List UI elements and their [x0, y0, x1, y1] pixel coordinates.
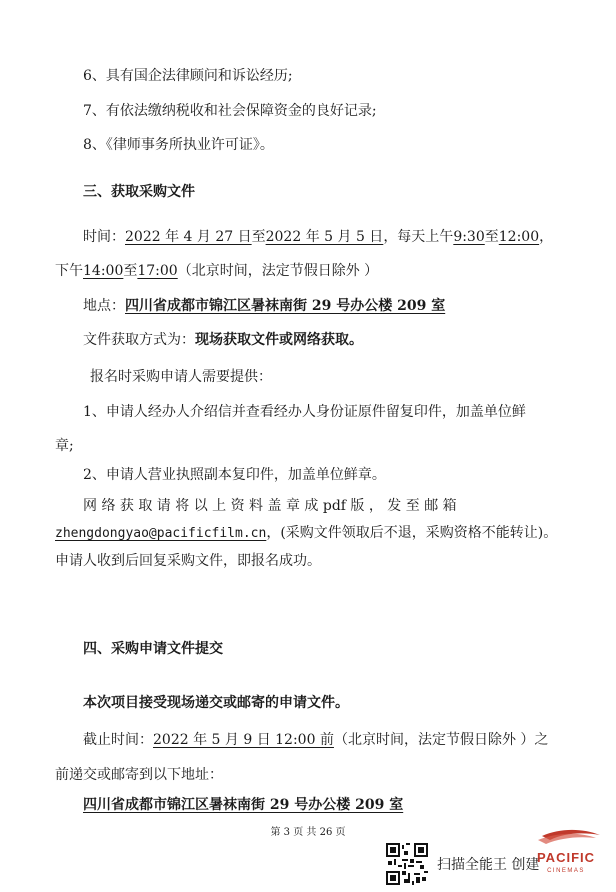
pm-end: 17:00 [137, 263, 178, 279]
deadline-value: 2022 年 5 月 9 日 12:00 前 [153, 732, 334, 748]
logo-subtitle: CINEMAS [547, 868, 585, 874]
comma: ， [539, 229, 554, 245]
email-link[interactable]: zhengdongyao@pacificfilm.cn [55, 526, 267, 541]
to-word: 至 [123, 263, 138, 279]
method-label: 文件获取方式为： [83, 332, 195, 348]
to-word: 至 [251, 229, 266, 245]
pacific-cinemas-logo [520, 826, 612, 884]
logo-brand: PACIFIC [536, 850, 596, 865]
network-line-3: 申请人收到后回复采购文件，即报名成功。 [55, 553, 321, 569]
requirements-intro: 报名时采购申请人需要提供： [90, 369, 272, 385]
qr-code-icon [386, 843, 428, 885]
am-end: 12:00 [498, 229, 540, 245]
address-line [83, 296, 445, 316]
network-line-2 [55, 523, 557, 544]
to-word: 至 [484, 229, 499, 245]
qualification-8: 8、《律师事务所执业许可证》。 [83, 137, 274, 153]
pm-start: 14:00 [83, 263, 124, 279]
section-heading-4: 四、采购申请文件提交 [83, 641, 223, 657]
qualification-6: 6、具有国企法律顾问和诉讼经历; [83, 68, 293, 84]
network-note: ，(采购文件领取后不退，采购资格不能转让)。 [266, 525, 558, 541]
address-label: 地点： [83, 298, 125, 314]
time-label: 时间： [83, 229, 125, 245]
deadline-label: 截止时间： [83, 732, 153, 748]
time-line-2 [55, 261, 378, 281]
network-line-1: 网 络 获 取 请 将 以 上 资 料 盖 章 成 pdf 版 ， 发 至 邮 箱 [83, 498, 457, 514]
requirement-1-cont: 章; [55, 438, 74, 454]
afternoon-label: 下午 [55, 263, 83, 279]
requirement-2: 2、申请人营业执照副本复印件，加盖单位鲜章。 [83, 467, 386, 483]
am-start: 9:30 [453, 229, 485, 245]
time-note: （北京时间，法定节假日除外 ） [177, 263, 379, 279]
deadline-line-2: 前递交或邮寄到以下地址： [55, 767, 223, 783]
method-value: 现场获取文件或网络获取。 [195, 332, 363, 348]
scanner-watermark: 扫描全能王 创建 [437, 857, 540, 873]
end-date: 2022 年 5 月 5 日 [265, 229, 384, 245]
section-heading-3: 三、获取采购文件 [83, 184, 195, 200]
qualification-7: 7、有依法缴纳税收和社会保障资金的良好记录; [83, 103, 377, 119]
deadline-note: （北京时间，法定节假日除外 ）之 [333, 732, 549, 748]
page-number: 第 3 页 共 26 页 [270, 827, 346, 838]
submission-line: 本次项目接受现场递交或邮寄的申请文件。 [83, 695, 349, 711]
time-line-1 [83, 227, 553, 247]
method-line [83, 330, 363, 350]
submission-address: 四川省成都市锦江区暑袜南街 29 号办公楼 209 室 [83, 797, 404, 813]
requirement-1: 1、申请人经办人介绍信并查看经办人身份证原件留复印件，加盖单位鲜 [83, 404, 526, 420]
start-date: 2022 年 4 月 27 日 [125, 229, 252, 245]
morning-label: ，每天上午 [383, 229, 454, 245]
address-value: 四川省成都市锦江区暑袜南街 29 号办公楼 209 室 [125, 298, 446, 314]
deadline-line-1 [83, 730, 548, 750]
